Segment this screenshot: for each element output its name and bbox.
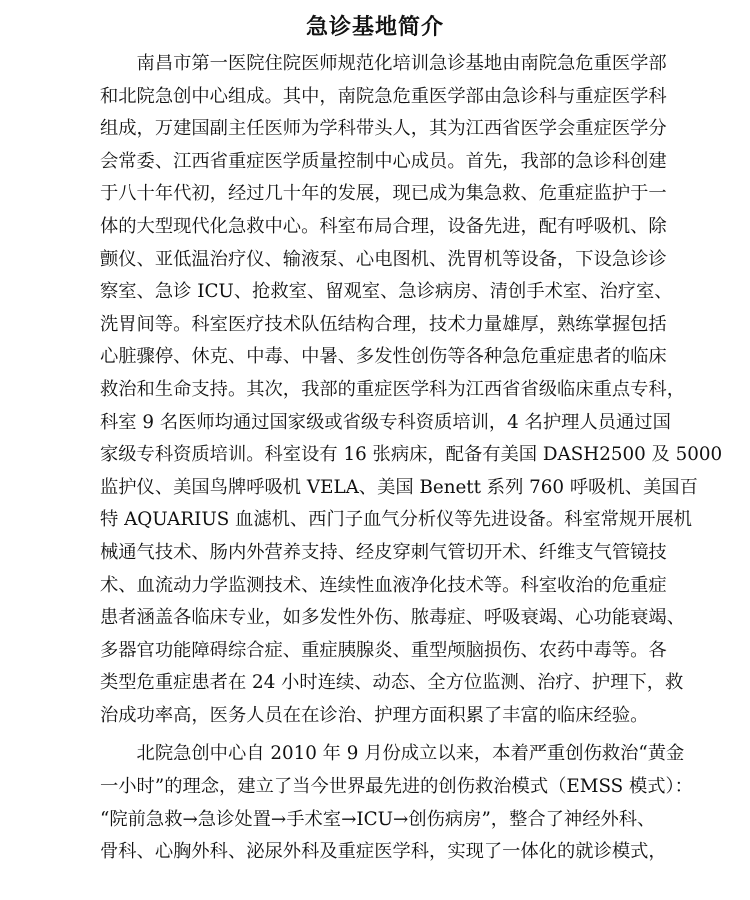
text-line: 家级专科资质培训。科室设有 16 张病床，配备有美国 DASH2500 及 5000 bbox=[100, 444, 723, 466]
text-line: “院前急救→急诊处置→手术室→ICU→创伤病房”，整合了神经外科、 bbox=[100, 808, 656, 830]
paragraph-2 bbox=[100, 738, 693, 868]
text-line: 北院急创中心自 2010 年 9 月份成立以来，本着严重创伤救治“黄金 bbox=[100, 743, 685, 765]
text-line: 多器官功能障碍综合症、重症胰腺炎、重型颅脑损伤、农药中毒等。各 bbox=[100, 639, 667, 661]
paragraph-1 bbox=[100, 48, 723, 732]
text-line: 组成，万建国副主任医师为学科带头人，其为江西省医学会重症医学分 bbox=[100, 118, 667, 140]
text-line: 南昌市第一医院住院医师规范化培训急诊基地由南院急危重医学部 bbox=[100, 53, 667, 74]
document-body bbox=[100, 48, 723, 869]
text-line: 一小时”的理念，建立了当今世界最先进的创伤救治模式（EMSS 模式）： bbox=[100, 776, 693, 798]
text-line: 特 AQUARIUS 血滤机、西门子血气分析仪等先进设备。科室常规开展机 bbox=[100, 509, 693, 531]
text-line: 体的大型现代化急救中心。科室布局合理，设备先进，配有呼吸机、除 bbox=[100, 215, 667, 237]
text-line: 会常委、江西省重症医学质量控制中心成员。首先，我部的急诊科创建 bbox=[100, 150, 667, 172]
text-line: 察室、急诊 ICU、抢救室、留观室、急诊病房、清创手术室、治疗室、 bbox=[100, 281, 673, 303]
text-line: 救治和生命支持。其次，我部的重症医学科为江西省省级临床重点专科， bbox=[100, 378, 685, 400]
text-line: 洗胃间等。科室医疗技术队伍结构合理，技术力量雄厚，熟练掌握包括 bbox=[100, 313, 667, 335]
text-line: 术、血流动力学监测技术、连续性血液净化技术等。科室收治的危重症 bbox=[100, 574, 667, 596]
text-line: 颤仪、亚低温治疗仪、输液泵、心电图机、洗胃机等设备，下设急诊诊 bbox=[100, 248, 667, 270]
text-line: 类型危重症患者在 24 小时连续、动态、全方位监测、治疗、护理下，救 bbox=[100, 672, 684, 694]
text-line: 治成功率高，医务人员在在诊治、护理方面积累了丰富的临床经验。 bbox=[100, 704, 649, 726]
text-line: 械通气技术、肠内外营养支持、经皮穿刺气管切开术、纤维支气管镜技 bbox=[100, 541, 667, 563]
text-line: 于八十年代初，经过几十年的发展，现已成为集急救、危重症监护于一 bbox=[100, 183, 667, 205]
text-line: 科室 9 名医师均通过国家级或省级专科资质培训，4 名护理人员通过国 bbox=[100, 411, 671, 433]
text-line: 患者涵盖各临床专业，如多发性外伤、脓毒症、呼吸衰竭、心功能衰竭、 bbox=[100, 607, 685, 629]
text-line: 心脏骤停、休克、中毒、中暑、多发性创伤等各种急危重症患者的临床 bbox=[100, 346, 667, 368]
text-line: 骨科、心胸外科、泌尿外科及重症医学科，实现了一体化的就诊模式， bbox=[100, 841, 667, 863]
text-line: 监护仪、美国鸟牌呼吸机 VELA、美国 Benett 系列 760 呼吸机、美国百 bbox=[100, 476, 698, 498]
page-title: 急诊基地简介 bbox=[305, 15, 444, 40]
text-line: 和北院急创中心组成。其中，南院急危重医学部由急诊科与重症医学科 bbox=[100, 85, 667, 107]
